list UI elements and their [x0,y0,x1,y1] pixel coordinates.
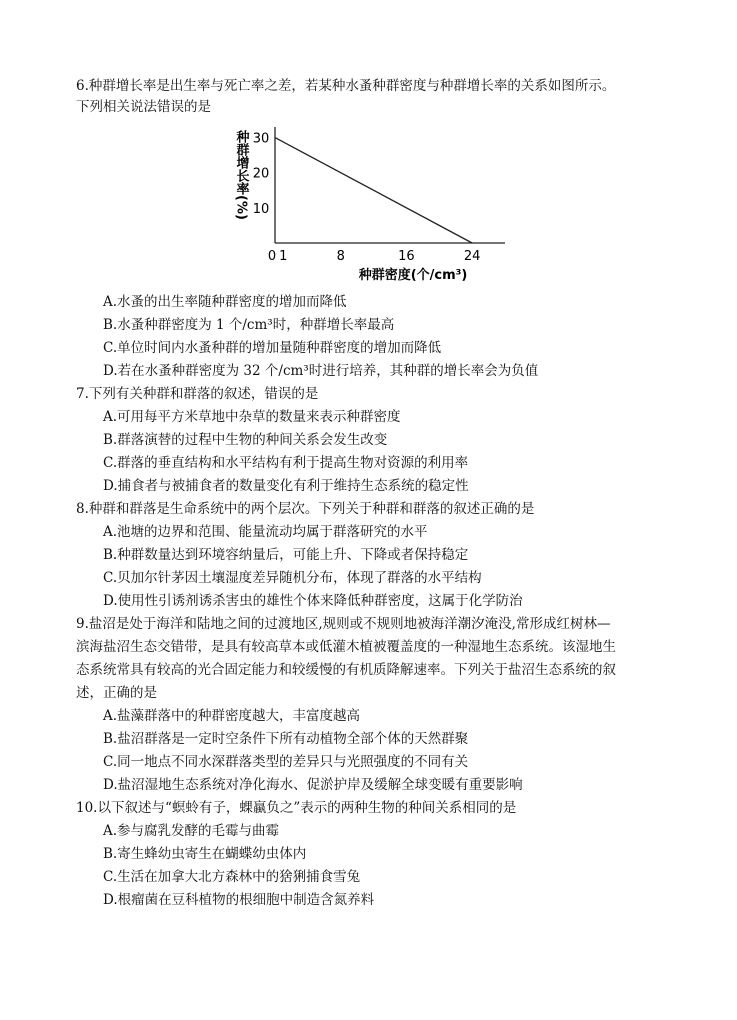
y-tick-30: 30 [252,131,270,147]
x-axis-label: 种群密度(个/cm³) [358,268,468,283]
q8-option-b: B.种群数量达到环境容纳量后，可能上升、下降或者保持稳定 [103,547,469,563]
q8-option-d: D.使用性引诱剂诱杀害虫的雄性个体来降低种群密度，这属于化学防治 [103,593,523,609]
q9-option-b: B.盐沼群落是一定时空条件下所有动植物全部个体的天然群聚 [103,731,469,747]
x-tick-16: 16 [398,249,415,264]
q6-option-d: D.若在水蚤种群密度为 32 个/cm³时进行培养，其种群的增长率会为负值 [103,363,539,379]
q9-stem-line1: 9.盐沼是处于海洋和陆地之间的过渡地区,规则或不规则地被海洋潮汐淹没,常形成红树林— [76,616,611,632]
x-tick-1: 1 [279,249,288,264]
origin-label: 0 [267,249,277,264]
q7-option-d: D.捕食者与被捕食者的数量变化有利于维持生态系统的稳定性 [103,478,469,494]
q6-option-b: B.水蚤种群密度为 1 个/cm³时，种群增长率最高 [103,317,395,333]
q9-stem-line2: 滨海盐沼生态交错带，是具有较高草本或低灌木植被覆盖度的一种湿地生态系统。该湿地生 [76,639,616,655]
q9-option-a: A.盐藻群落中的种群密度越大，丰富度越高 [103,708,361,724]
x-tick-24: 24 [463,249,481,264]
x-tick-8: 8 [336,249,345,264]
q10-option-b: B.寄生蜂幼虫寄生在蝴蝶幼虫体内 [103,846,307,862]
q6-stem-line2: 下列相关说法错误的是 [76,99,211,115]
q10-option-c: C.生活在加拿大北方森林中的猞猁捕食雪兔 [103,869,361,885]
q7-option-c: C.群落的垂直结构和水平结构有利于提高生物对资源的利用率 [103,455,469,471]
q10-stem: 10.以下叙述与“螟蛉有子，蜾蠃负之”表示的两种生物的种间关系相同的是 [76,800,517,816]
q6-option-a: A.水蚤的出生率随种群密度的增加而降低 [103,294,347,310]
series-line [275,138,472,243]
y-tick-10: 10 [252,201,270,217]
q7-option-a: A.可用每平方米草地中杂草的数量来表示种群密度 [103,409,401,425]
chart-svg [225,122,515,284]
q9-stem-line4: 述，正确的是 [76,685,157,701]
q8-stem: 8.种群和群落是生命系统中的两个层次。下列关于种群和群落的叙述正确的是 [76,501,535,517]
q9-stem-line3: 态系统常具有较高的光合固定能力和较缓慢的有机质降解速率。下列关于盐沼生态系统的叙 [76,662,616,678]
density-growth-chart [225,122,515,284]
q10-option-d: D.根瘤菌在豆科植物的根细胞中制造含氮养料 [103,892,375,908]
q7-stem: 7.下列有关种群和群落的叙述，错误的是 [76,386,319,402]
q6-option-c: C.单位时间内水蚤种群的增加量随种群密度的增加而降低 [103,340,442,356]
y-tick-20: 20 [252,166,270,182]
q10-option-a: A.参与腐乳发酵的毛霉与曲霉 [103,823,280,839]
q7-option-b: B.群落演替的过程中生物的种间关系会发生改变 [103,432,388,448]
q9-option-d: D.盐沼湿地生态系统对净化海水、促淤护岸及缓解全球变暖有重要影响 [103,777,523,793]
y-axis-label: 种群增长率(%) [233,130,249,220]
q9-option-c: C.同一地点不同水深群落类型的差异只与光照强度的不同有关 [103,754,469,770]
q6-stem-line1: 6.种群增长率是出生率与死亡率之差，若某种水蚤种群密度与种群增长率的关系如图所示。 [76,78,616,94]
q8-option-a: A.池塘的边界和范围、能量流动均属于群落研究的水平 [103,524,428,540]
q8-option-c: C.贝加尔针茅因土壤湿度差异随机分布，体现了群落的水平结构 [103,570,482,586]
